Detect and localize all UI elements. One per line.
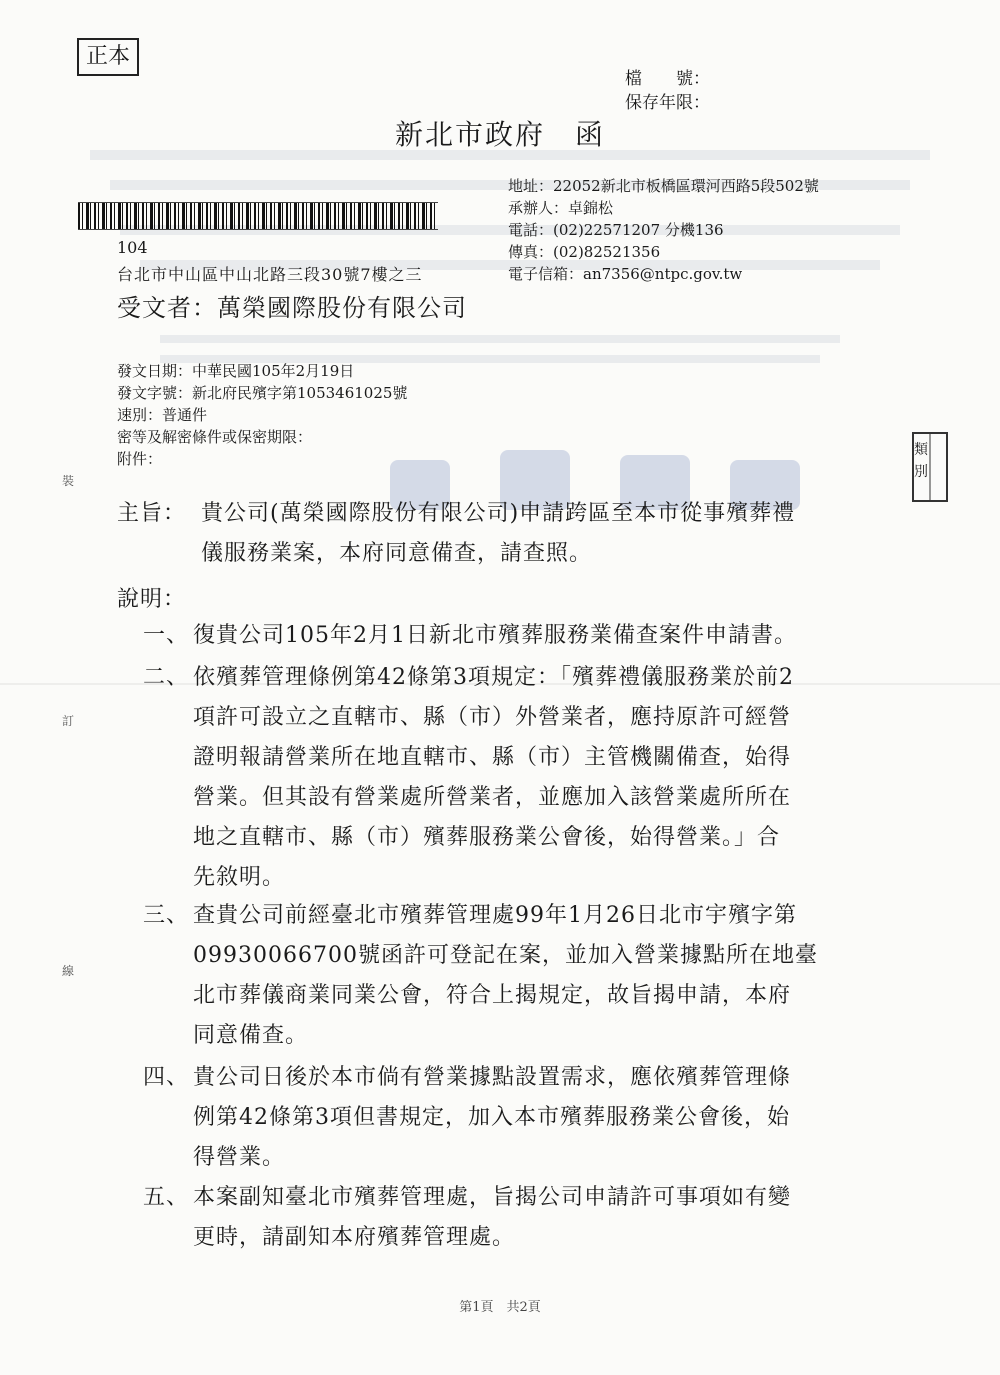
recipient-address: 台北市中山區中山北路三段30號7樓之三: [117, 265, 423, 284]
postal-code: 104: [117, 238, 148, 257]
recipient-name: 受文者：萬榮國際股份有限公司: [117, 294, 467, 322]
binding-mark-ding: 訂: [62, 714, 75, 728]
item-line: 查貴公司前經臺北市殯葬管理處99年1月26日北市宇殯字第: [193, 903, 797, 928]
item-line: 得營業。: [193, 1145, 286, 1170]
item-line: 例第42條第3項但書規定，加入本市殯葬服務業公會後，始: [193, 1105, 790, 1130]
barcode: [78, 202, 438, 230]
delivery-speed: 速別：普通件: [117, 406, 208, 424]
confidentiality: 密等及解密條件或保密期限：: [117, 428, 313, 446]
sender-info: [508, 175, 819, 285]
item-line: 北市葬儀商業同業公會，符合上揭規定，故旨揭申請，本府: [193, 983, 792, 1008]
item-number: 一、: [143, 623, 190, 648]
subject-line: 儀服務業案，本府同意備查，請查照。: [201, 541, 593, 566]
item-line: 更時，請副知本府殯葬管理處。: [193, 1225, 516, 1250]
item-number: 三、: [143, 903, 190, 928]
item-line: 09930066700號函許可登記在案，並加入營業據點所在地臺: [193, 943, 818, 968]
document-meta: [117, 360, 407, 470]
item-line: 先敘明。: [193, 865, 286, 890]
subject-text: [201, 494, 901, 574]
binding-mark-xian: 線: [62, 964, 75, 978]
item-line: 貴公司日後於本市倘有營業據點設置需求，應依殯葬管理條: [193, 1065, 792, 1090]
item-line: 項許可設立之直轄市、縣（市）外營業者，應持原許可經營: [193, 705, 792, 730]
category-stamp: [912, 432, 948, 502]
item-number: 二、: [143, 665, 190, 690]
sender-email: 電子信箱：an7356@ntpc.gov.tw: [508, 265, 743, 283]
document-title: 新北市政府 函: [394, 118, 605, 151]
item-number: 五、: [143, 1185, 190, 1210]
file-number-label: 檔 號：: [625, 69, 710, 89]
item-line: 本案副知臺北市殯葬管理處，旨揭公司申請許可事項如有變: [193, 1185, 792, 1210]
sender-fax: 傳真：(02)82521356: [508, 243, 661, 261]
binding-mark-zhuang: 裝: [62, 474, 75, 488]
retention-period-label: 保存年限：: [625, 93, 710, 113]
page-number: 第1頁 共2頁: [459, 1300, 541, 1315]
stamp-char-2: 別: [914, 464, 928, 480]
issue-number: 發文字號：新北府民殯字第1053461025號: [117, 384, 408, 402]
item-line: 營業。但其設有營業處所營業者，並應加入該營業處所所在: [193, 785, 792, 810]
issue-date: 發文日期：中華民國105年2月19日: [117, 362, 355, 380]
subject-line: 貴公司(萬榮國際股份有限公司)申請跨區至本市從事殯葬禮: [201, 501, 796, 526]
item-line: 地之直轄市、縣（市）殯葬服務業公會後，始得營業。」合: [193, 825, 781, 850]
original-copy-label: 正本: [77, 38, 139, 76]
item-number: 四、: [143, 1065, 190, 1090]
explanation-label: 說明：: [117, 587, 187, 612]
subject-label: 主旨：: [117, 501, 187, 526]
stamp-char-1: 類: [914, 442, 928, 458]
sender-address: 地址：22052新北市板橋區環河西路5段502號: [508, 177, 819, 195]
item-line: 依殯葬管理條例第42條第3項規定：「殯葬禮儀服務業於前2: [193, 665, 794, 690]
sender-handler: 承辦人：卓錦松: [508, 199, 614, 217]
item-line: 證明報請營業所在地直轄市、縣（市）主管機關備查，始得: [193, 745, 792, 770]
item-line: 復貴公司105年2月1日新北市殯葬服務業備查案件申請書。: [193, 623, 797, 648]
attachments: 附件：: [117, 450, 163, 468]
item-line: 同意備查。: [193, 1023, 309, 1048]
sender-phone: 電話：(02)22571207 分機136: [508, 221, 724, 239]
